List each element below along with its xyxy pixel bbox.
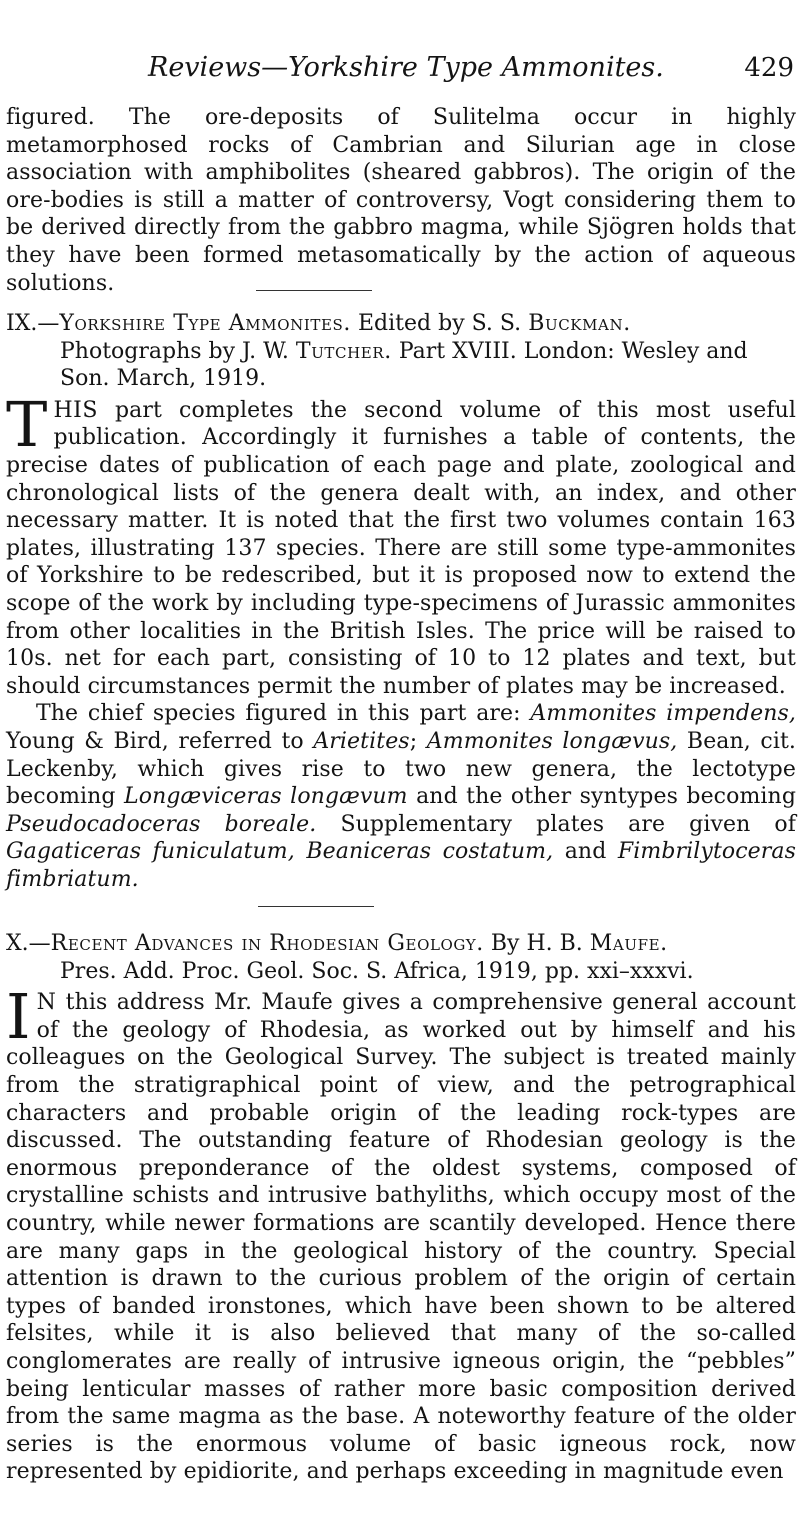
review-ix: [6, 310, 796, 893]
p2-text-f: Supplementary plates are given of: [340, 811, 796, 837]
review-ix-paragraph-2: [6, 700, 796, 893]
p2-text-e: and the other syntypes becoming: [416, 784, 797, 810]
running-head-title: Reviews—Yorkshire Type Ammonites.: [148, 52, 664, 83]
review-ix-paragraph-1: [6, 387, 796, 701]
p2-text-g: and: [564, 839, 607, 865]
species-name: Ammonites impendens,: [530, 701, 796, 727]
review-ix-numeral: IX.—: [6, 311, 60, 336]
review-x-author: Maufe.: [589, 931, 668, 956]
species-name: Ammonites longævus,: [426, 728, 678, 754]
review-ix-heading: [6, 310, 796, 393]
section-divider: [256, 290, 372, 291]
section-divider: [258, 906, 374, 907]
review-x-title: Recent Advances in Rhodesian Geology.: [50, 931, 484, 956]
running-head: [0, 50, 800, 86]
review-x-body-1: N this address Mr. Maufe gives a comprehensive general account of the geology of Rhodesia, as worked out by himself and his colleagues on the Geological Survey. The subject is treated mainly from the stratigraphical point of view, and the petrographical characters and probable origin of the leading rock-types are discussed. The outstanding feature of Rhodesian geology is the enormous preponderance of the oldest systems, composed of crystalline schists and intrusive bathyliths, which occupy most of the country, while newer formations are scantily developed. Hence there are many gaps in the geological history of the country. Special attention is drawn to the curious problem of the origin of certain types of banded ironstones, which have been shown to be altered felsites, while it is also believed that many of the so-called conglomerates are really of intrusive igneous origin, the “pebbles” being lenticular masses of rather more basic composition derived from the same magma as the base. A noteworthy feature of the older series is the enormous volume of basic igneous rock, now represented by epidiorite, and perhaps exceeding in magnitude even: [6, 990, 796, 1485]
review-ix-photo-prefix: Photographs by J. W.: [60, 338, 289, 364]
species-name: Fimbrilytoceras fimbriatum.: [6, 839, 796, 892]
review-x-paragraph-1: [6, 980, 796, 1486]
review-ix-publication: Part XVIII. London: Wesley and Son. March, 1919.: [60, 338, 748, 392]
review-x: [6, 930, 796, 1486]
species-name: Arietites: [313, 728, 410, 754]
review-ix-body-1: HIS part completes the second volume of this most useful publication. Accordingly it furnishes a table of contents, the precise dates of publication of each page and plate, zoological and chronological lists of the genera dealt with, an index, and other necessary matter. It is noted that the first two volumes contain 163 plates, illustrating 137 species. There are still some type-ammonites of Yorkshire to be redescribed, but it is proposed now to extend the scope of the work by including type-specimens of Jurassic ammonites from other localities in the British Isles. The price will be raised to 10s. net for each part, consisting of 10 to 12 plates and text, but should circumstances permit the number of plates may be increased.: [6, 397, 796, 699]
review-ix-photographer: Tutcher.: [295, 338, 392, 364]
review-ix-editor: Buckman.: [528, 311, 631, 336]
review-ix-editor-prefix: Edited by S. S.: [358, 311, 522, 336]
species-name: Pseudocadoceras boreale.: [6, 811, 317, 837]
species-name: Longæviceras longævum: [124, 784, 408, 810]
species-name: Gagaticeras funiculatum, Beaniceras costatum,: [6, 839, 554, 865]
page-number: 429: [744, 53, 794, 83]
review-x-publication: Pres. Add. Proc. Geol. Soc. S. Africa, 1919, pp. xxi–xxxvi.: [60, 958, 694, 984]
review-ix-dropcap: T: [6, 387, 48, 461]
p2-text-c: ;: [409, 728, 418, 754]
review-x-heading: [6, 930, 796, 985]
review-x-dropcap: I: [6, 980, 31, 1054]
review-x-numeral: X.—: [6, 931, 51, 956]
p2-text-b: Young & Bird, referred to: [6, 728, 304, 754]
p2-text-a: The chief species figured in this part are:: [36, 701, 521, 727]
intro-paragraph: figured. The ore-deposits of Sulitelma occur in highly metamorphosed rocks of Cambrian and Silurian age in close association with amphibolites (sheared gabbros). The origin of the ore-bodies is still a matter of controversy, Vogt considering them to be derived directly from the gabbro magma, while Sjögren holds that they have been formed metasomatically by the action of aqueous solutions.: [6, 105, 796, 296]
review-ix-title: Yorkshire Type Ammonites.: [59, 311, 351, 336]
review-x-author-prefix: By H. B.: [490, 931, 583, 956]
p2-text-d: Bean, cit. Leckenby, which gives rise to two new genera, the lectotype becoming: [6, 728, 797, 810]
intro-block: [6, 104, 796, 297]
